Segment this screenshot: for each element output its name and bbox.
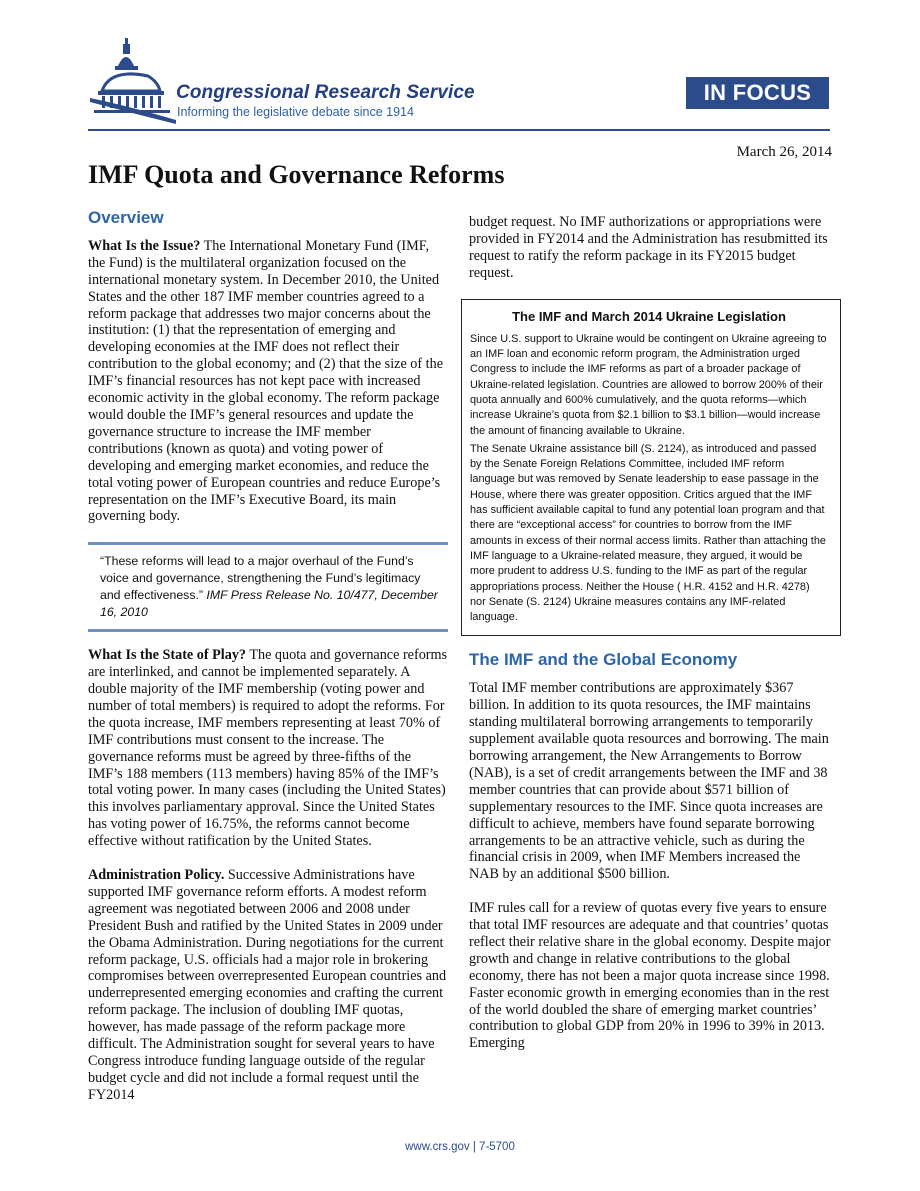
issue-paragraph <box>88 238 448 525</box>
administration-policy-label: Administration Policy. <box>88 866 225 883</box>
state-of-play-label: What Is the State of Play? <box>88 647 247 664</box>
org-tagline: Informing the legislative debate since 1914 <box>177 105 414 119</box>
administration-policy-text: Successive Administrations have supported IMF governance reform efforts. A modest reform agreement was negotiated between 2006 and 2008 under President Bush and ratified by the United States in 2009 under the Obama Administration. During negotiations for the current reform package, U.S. officials had a major role in brokering compromises between overrepresented European countries and underrepresented emerging economies and crafting the current reform package. The inclusion of doubling IMF quotas, however, has made passage of the reform package more difficult. The Administration sought for several years to have Congress introduce funding language outside of the regular budget cycle and did not include a formal request until the FY2014 <box>88 866 447 1103</box>
quote-source: IMF Press Release No. 10/477, December 16, 2010 <box>100 588 438 620</box>
overview-heading: Overview <box>88 208 164 227</box>
global-economy-paragraph-1: Total IMF member contributions are approximately $367 billion. In addition to its quota resources, the IMF maintains standing multilateral borrowing arrangements to temporarily supplement available quota resources and borrowing. The main borrowing arrangement, the New Arrangements to Borrow (NAB), is a set of credit arrangements between the IMF and 38 member countries that can provide about $571 billion of supplementary resources to the IMF. Since quota increases are difficult to achieve, members have found separate borrowing arrangements to be an attractive vehicle, such as during the financial crisis in 2009, when IMF Members increased the NAB by an additional $500 billion. <box>469 680 829 883</box>
global-economy-paragraph-2: IMF rules call for a review of quotas every five years to ensure that total IMF resources are adequate and that countries’ quotas reflect their relative share in the global economy. Despite major growth and change in relative contributions to the global economy, there has not been a major quota increase since 1998. Faster economic growth in emerging economies than in the rest of the world doubled the share of emerging market countries’ contribution to global GDP from 20% in 1996 to 39% in 2013. Emerging <box>469 900 831 1052</box>
header-rule <box>88 129 830 131</box>
global-economy-heading: The IMF and the Global Economy <box>469 650 738 670</box>
sidebar-title: The IMF and March 2014 Ukraine Legislation <box>512 308 786 324</box>
pull-quote <box>88 542 448 632</box>
administration-policy-continued: budget request. No IMF authorizations or appropriations were provided in FY2014 and the Administration has resubmitted its request to ratify the reform package in its FY2015 budget request. <box>469 214 828 281</box>
sidebar-paragraph-1: Since U.S. support to Ukraine would be contingent on Ukraine agreeing to an IMF loan and economic reform program, the Administration urged Congress to include the IMF reforms as part of a broader package of Ukraine-related legislation. Countries are allowed to borrow 200% of their quota annually and 600% cumulatively, and the quota reforms—which increase Ukraine’s quota from $2.1 billion to $3.1 billion—would increase the amount of financing available to Ukraine. <box>470 332 827 437</box>
ukraine-sidebar-box <box>461 299 841 637</box>
footer-link[interactable]: www.crs.gov | 7-5700 <box>405 1141 515 1153</box>
page-title: IMF Quota and Governance Reforms <box>88 160 505 189</box>
in-focus-badge: IN FOCUS <box>686 77 829 109</box>
left-column <box>88 210 448 1121</box>
issue-label: What Is the Issue? <box>88 237 201 254</box>
issue-text: The International Monetary Fund (IMF, the Fund) is the multilateral organization focused on the international monetary system. In December 2010, the United States and the other 187 IMF member countries agreed to a reform package that addresses two major concerns about the institution: (1) that the representation of emerging and developing economies at the IMF does not reflect their contribution to the global economy; and (2) that the size of the IMF’s financial resources has not kept pace with increased economic activity in the global economy. The reform package would double the IMF’s general resources and update the governance structure to increase the IMF member contributions (known as quota) and voting power of developing and emerging market economies, and reduce the total voting power of European countries and reduce Europe’s representation on the IMF’s Executive Board, its main governing body. <box>88 237 443 525</box>
sidebar-paragraph-2: The Senate Ukraine assistance bill (S. 2124), as introduced and passed by the Senate Foreign Relations Committee, included IMF reform language but was removed by Senate leadership to ease passage in the House, where there was greater opposition. Critics argued that the IMF has sufficient available capital to fund any potential loan program and that there are “exceptional access” for countries to borrow from the IMF amounts in excess of their normal access limits. Rather than attaching the IMF language to a Ukraine-related measure, they argued, it would be more prudent to address U.S. funding to the IMF as part of the regular appropriations process. Neither the House ( H.R. 4152 and H.R. 4278) nor Senate (S. 2124) Ukraine measures contains any IMF-related language. <box>470 442 826 624</box>
right-column <box>469 214 833 1069</box>
state-of-play-text: The quota and governance reforms are interlinked, and cannot be implemented separately. A double majority of the IMF membership (voting power and number of total members) is required to adopt the reforms. For the quota increase, IMF members representing at least 70% of IMF contributions must consent to the increase. The governance reforms must be agreed by three-fifths of the IMF’s 188 members (113 members) having 85% of the IMF’s total voting power. In many cases (including the United States) this involves parliamentary approval. Since the United States has voting power of 16.75%, the reforms cannot become effective without ratification by the United States. <box>88 647 448 850</box>
publication-date: March 26, 2014 <box>736 144 832 160</box>
capitol-dome-logo <box>88 36 176 128</box>
org-name: Congressional Research Service <box>176 82 475 103</box>
quote-text: “These reforms will lead to a major overhaul of the Fund’s voice and governance, strengthening the Fund’s legitimacy and effectiveness.” <box>100 554 421 603</box>
administration-policy-paragraph <box>88 867 448 1104</box>
state-of-play-paragraph <box>88 647 448 850</box>
